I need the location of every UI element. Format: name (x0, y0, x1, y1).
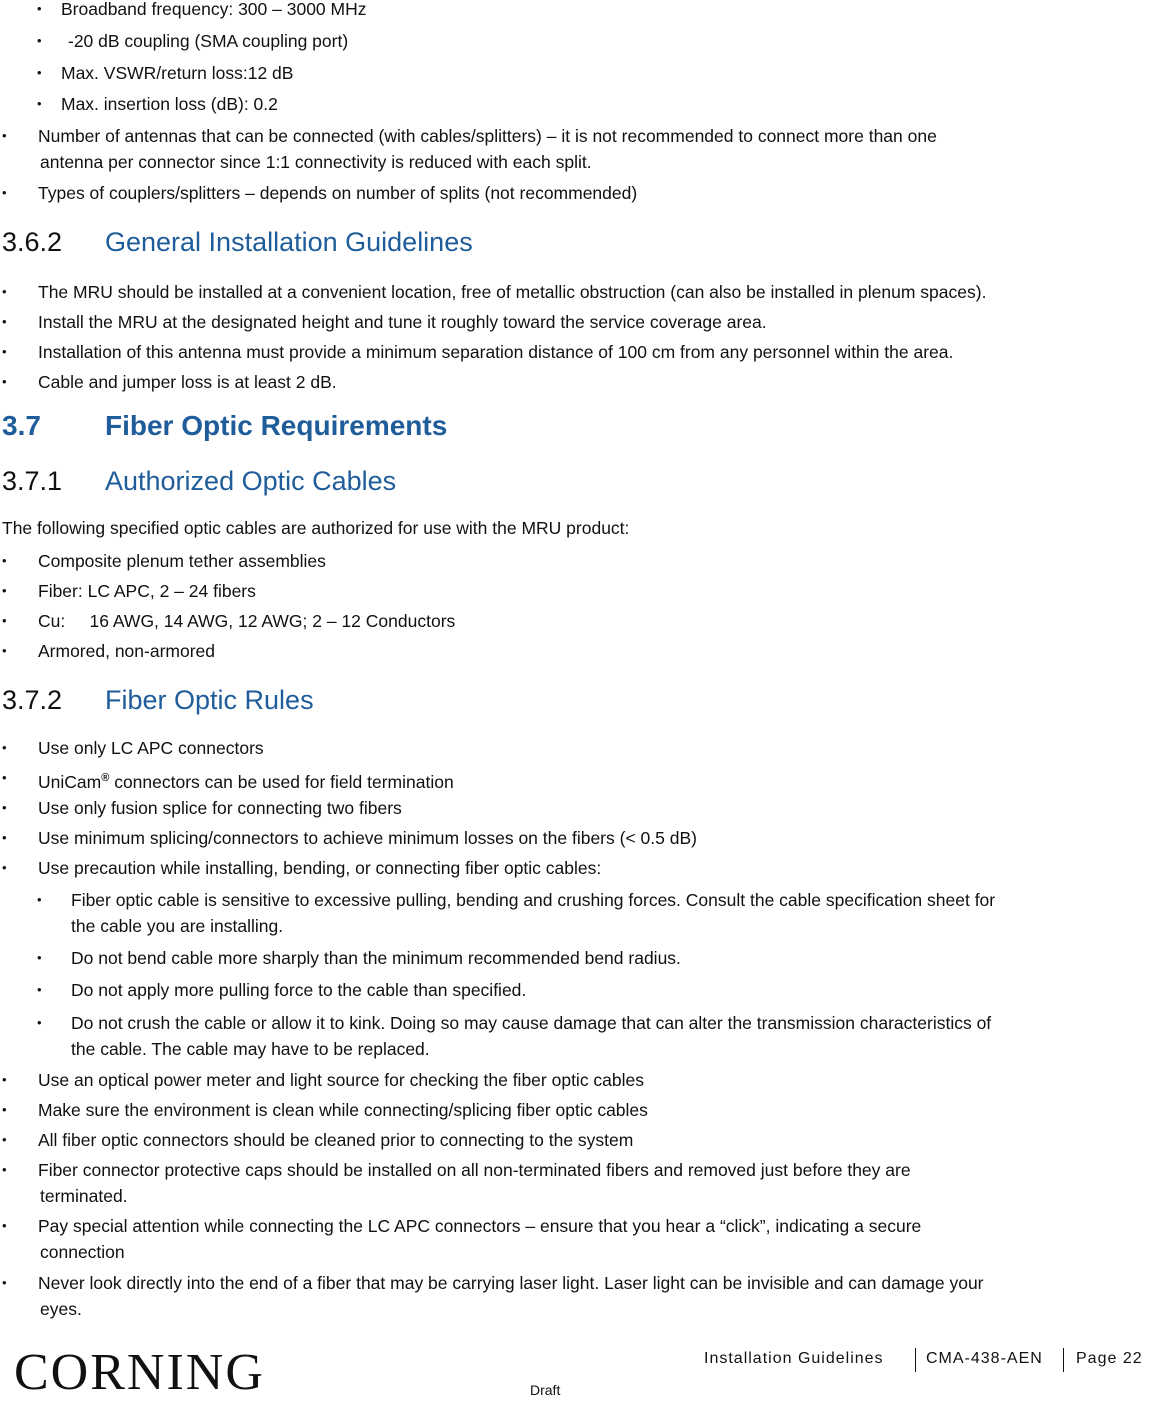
list-item-text: Fiber optic cable is sensitive to excessive pulling, bending and crushing forces. Consult the cable specification sheet for (71, 890, 996, 910)
footer-doc-id: CMA-438-AEN (926, 1350, 1043, 1367)
bullet-icon: • (2, 314, 7, 329)
list-item-text: The MRU should be installed at a convenient location, free of metallic obstruction (can also be installed in plenum spaces). (38, 282, 987, 302)
list-item-text: Fiber connector protective caps should be installed on all non-terminated fibers and removed just before they are (38, 1160, 911, 1180)
chapter-heading (2, 409, 447, 443)
bullet-icon: • (2, 1072, 7, 1087)
list-item-text: the cable. The cable may have to be replaced. (71, 1039, 430, 1059)
list-item-text: Max. VSWR/return loss:12 dB (61, 63, 294, 83)
bullet-icon: • (37, 982, 42, 997)
bullet-icon: • (37, 1015, 42, 1030)
section-number: 3.7.1 (2, 466, 63, 496)
list-item-text: Cu: 16 AWG, 14 AWG, 12 AWG; 2 – 12 Conductors (38, 611, 456, 631)
bullet-icon: • (37, 96, 42, 111)
bullet-icon: • (2, 1275, 7, 1290)
footer-page-number: Page 22 (1076, 1350, 1143, 1367)
footer-section-title: Installation Guidelines (704, 1350, 884, 1367)
bullet-icon: • (2, 740, 7, 755)
bullet-icon: • (2, 770, 7, 785)
bullet-icon: • (2, 1102, 7, 1117)
paragraph: The following specified optic cables are authorized for use with the MRU product: (2, 518, 630, 538)
list-item-text: Number of antennas that can be connected (with cables/splitters) – it is not recommended to connect more than one (38, 126, 937, 146)
list-item-text: connection (40, 1242, 125, 1262)
bullet-icon: • (2, 860, 7, 875)
list-item-text: Use only fusion splice for connecting two fibers (38, 798, 402, 818)
list-item-text: Use precaution while installing, bending, or connecting fiber optic cables: (38, 858, 602, 878)
bullet-icon: • (2, 128, 7, 143)
list-item-text: Do not apply more pulling force to the cable than specified. (71, 980, 527, 1000)
bullet-icon: • (37, 950, 42, 965)
bullet-icon: • (2, 185, 7, 200)
section-number: 3.7.2 (2, 685, 63, 715)
bullet-icon: • (2, 583, 7, 598)
list-item-text: Never look directly into the end of a fiber that may be carrying laser light. Laser light can be invisible and can damage your (38, 1273, 984, 1293)
section-title: Authorized Optic Cables (105, 466, 397, 496)
section-number: 3.6.2 (2, 227, 63, 257)
list-item-text-part: UniCam (38, 771, 102, 792)
corning-logo: CORNING (14, 1344, 265, 1401)
list-item-text: Composite plenum tether assemblies (38, 551, 326, 571)
bullet-icon: • (2, 1218, 7, 1233)
list-item-text: Make sure the environment is clean while connecting/splicing fiber optic cables (38, 1100, 648, 1120)
section-heading (2, 226, 473, 258)
list-item-text: Max. insertion loss (dB): 0.2 (61, 94, 278, 114)
list-item-text: Use minimum splicing/connectors to achieve minimum losses on the fibers (< 0.5 dB) (38, 828, 697, 848)
list-item-text: All fiber optic connectors should be cleaned prior to connecting to the system (38, 1130, 634, 1150)
draft-label: Draft (530, 1382, 561, 1398)
bullet-icon: • (37, 1, 42, 16)
list-item-text: Broadband frequency: 300 – 3000 MHz (61, 0, 367, 19)
list-item-text: Installation of this antenna must provide a minimum separation distance of 100 cm from any personnel within the area. (38, 342, 954, 362)
list-item-text: terminated. (40, 1186, 128, 1206)
bullet-icon: • (2, 1162, 7, 1177)
list-item-text: eyes. (40, 1299, 82, 1319)
section-title: General Installation Guidelines (105, 227, 473, 257)
list-item-text: Use an optical power meter and light source for checking the fiber optic cables (38, 1070, 645, 1090)
bullet-icon: • (2, 613, 7, 628)
bullet-icon: • (37, 65, 42, 80)
section-heading (2, 684, 314, 716)
bullet-icon: • (37, 33, 42, 48)
registered-mark: ® (101, 772, 110, 784)
bullet-icon: • (2, 374, 7, 389)
list-item-text: Use only LC APC connectors (38, 738, 264, 758)
list-item-text: Install the MRU at the designated height and tune it roughly toward the service coverage area. (38, 312, 767, 332)
bullet-icon: • (37, 892, 42, 907)
list-item-text: Pay special attention while connecting the LC APC connectors – ensure that you hear a “click”, indicating a secure (38, 1216, 922, 1236)
bullet-icon: • (2, 1132, 7, 1147)
bullet-icon: • (2, 553, 7, 568)
bullet-icon: • (2, 830, 7, 845)
list-item-text: antenna per connector since 1:1 connectivity is reduced with each split. (40, 152, 592, 172)
list-item-text: -20 dB coupling (SMA coupling port) (68, 31, 349, 51)
section-title: Fiber Optic Rules (105, 685, 314, 715)
footer-divider (1063, 1348, 1064, 1372)
list-item-text: Fiber: LC APC, 2 – 24 fibers (38, 581, 256, 601)
list-item-text: the cable you are installing. (71, 916, 284, 936)
list-item-text: Do not bend cable more sharply than the minimum recommended bend radius. (71, 948, 681, 968)
list-item-text: Armored, non-armored (38, 641, 216, 661)
bullet-icon: • (2, 344, 7, 359)
list-item-text-part: connectors can be used for field termination (109, 771, 454, 792)
list-item-text: Types of couplers/splitters – depends on number of splits (not recommended) (38, 183, 638, 203)
list-item-text (38, 765, 454, 795)
section-title: Fiber Optic Requirements (105, 410, 448, 441)
section-number: 3.7 (2, 410, 41, 441)
bullet-icon: • (2, 643, 7, 658)
footer-divider (915, 1348, 916, 1372)
list-item-text: Do not crush the cable or allow it to kink. Doing so may cause damage that can alter the transmission characteristics of (71, 1013, 992, 1033)
section-heading (2, 465, 396, 497)
bullet-icon: • (2, 284, 7, 299)
bullet-icon: • (2, 800, 7, 815)
list-item-text: Cable and jumper loss is at least 2 dB. (38, 372, 337, 392)
